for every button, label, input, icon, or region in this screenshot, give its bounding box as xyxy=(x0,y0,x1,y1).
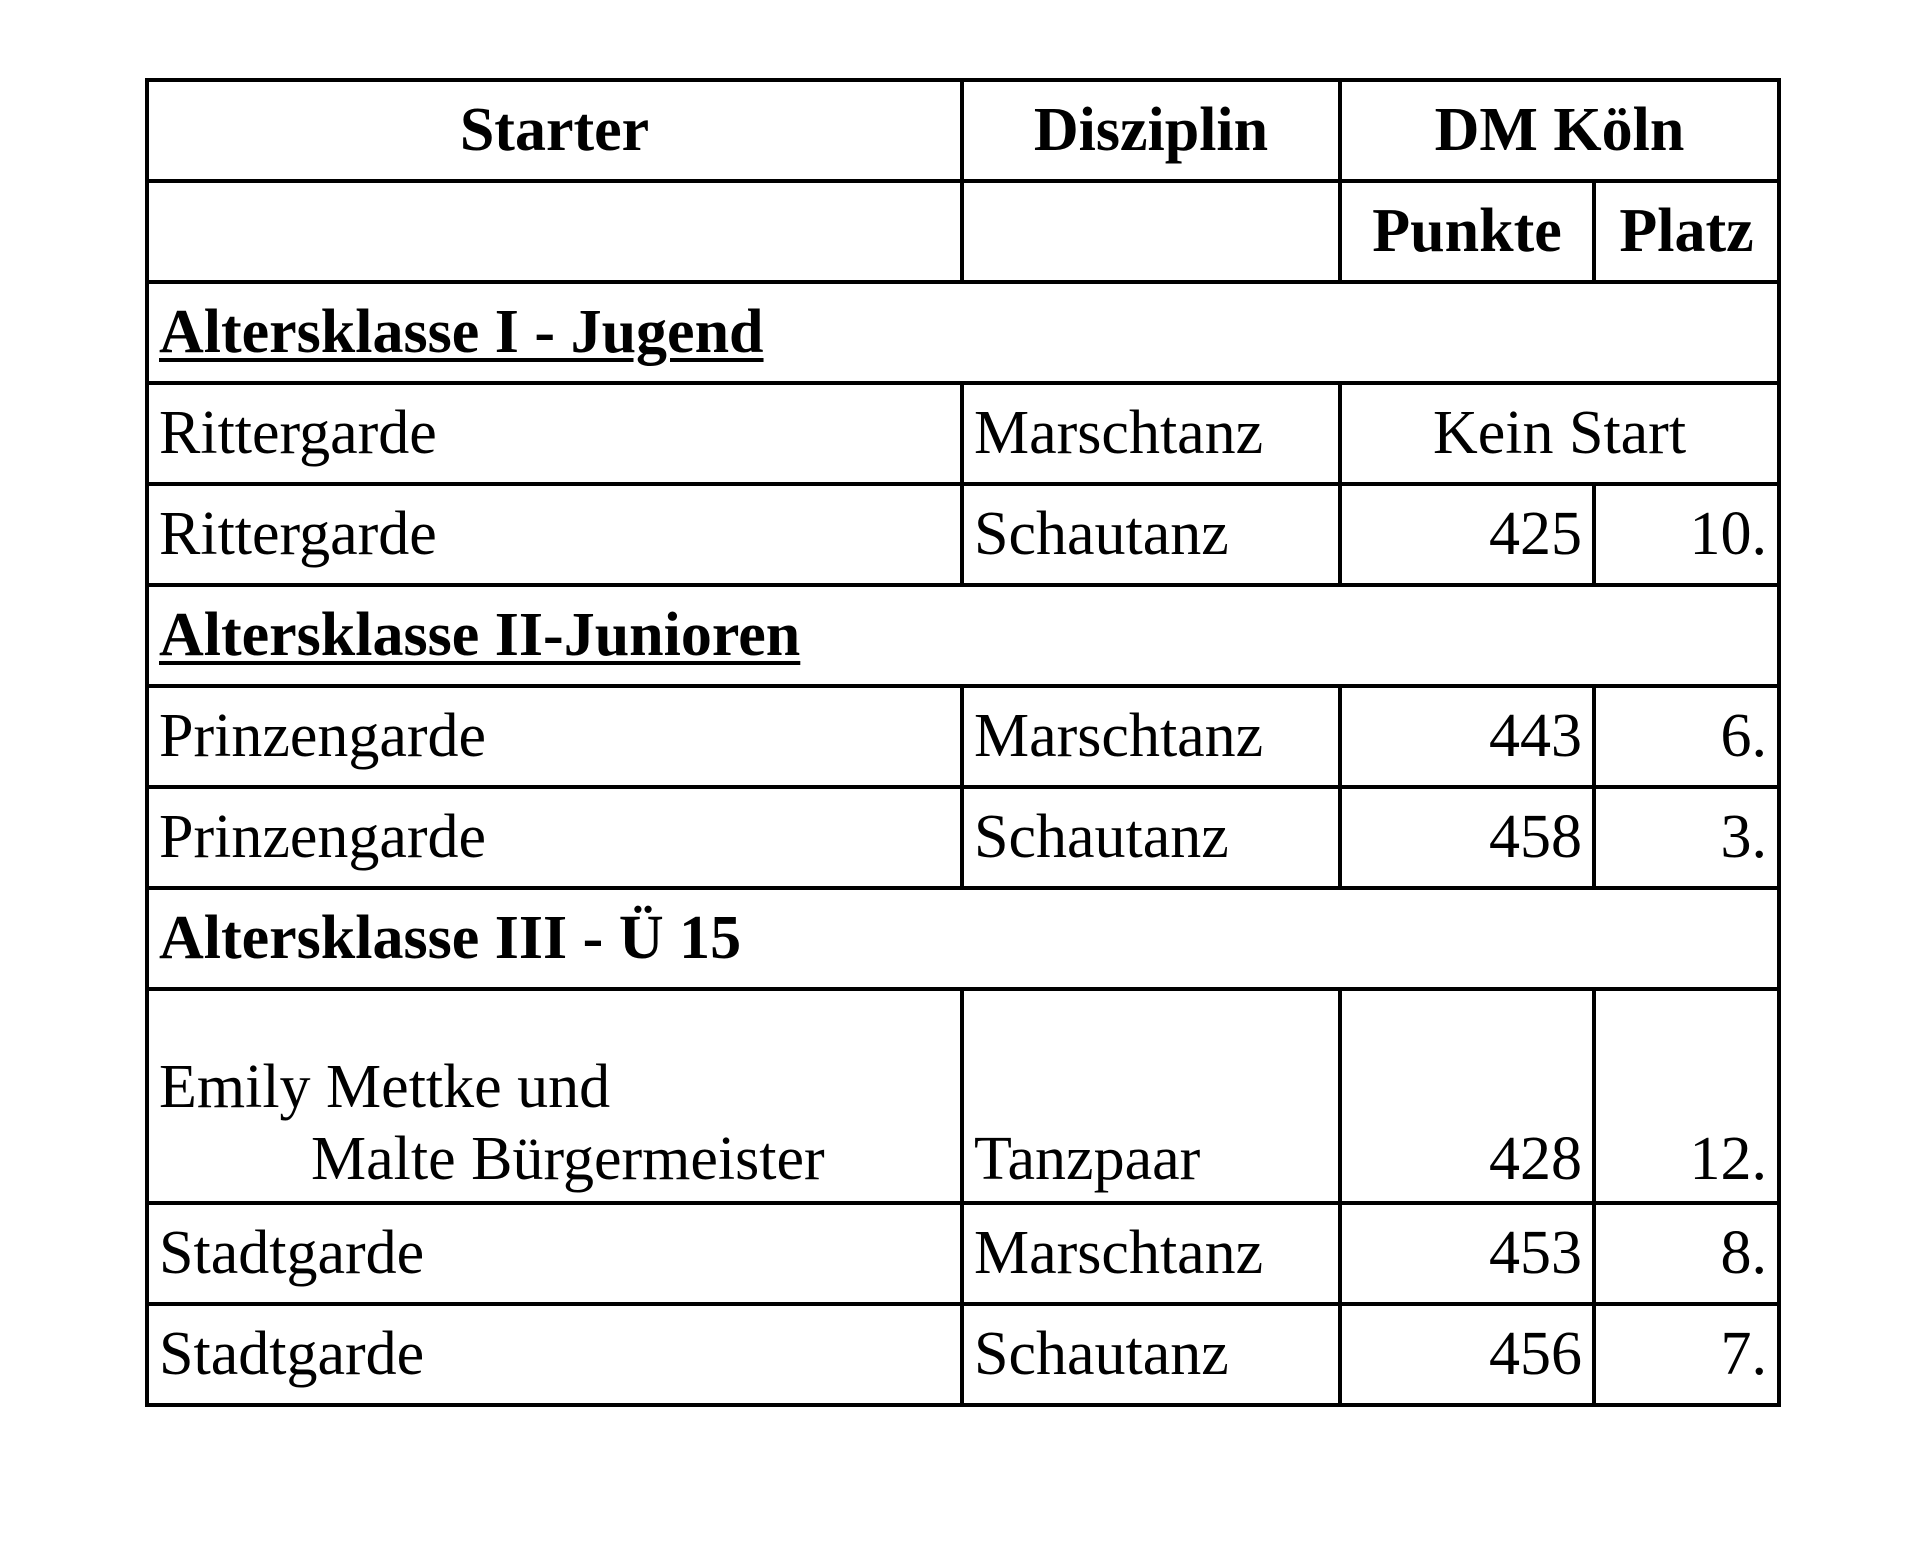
cell-punkte: 428 xyxy=(1340,989,1594,1203)
cell-disziplin: Schautanz xyxy=(962,787,1340,888)
cell-disziplin: Marschtanz xyxy=(962,383,1340,484)
section-title-text: Altersklasse III - Ü 15 xyxy=(159,903,742,972)
header-platz: Platz xyxy=(1594,181,1779,282)
cell-punkte: 458 xyxy=(1340,787,1594,888)
cell-platz: 3. xyxy=(1594,787,1779,888)
table-row xyxy=(147,686,1779,787)
header-disziplin: Disziplin xyxy=(962,80,1340,181)
cell-note: Kein Start xyxy=(1340,383,1779,484)
subheader-empty-disziplin xyxy=(962,181,1340,282)
section-row xyxy=(147,585,1779,686)
results-table xyxy=(145,78,1781,1407)
starter-line-1: Emily Mettke und xyxy=(159,1053,611,1122)
section-title xyxy=(147,585,1779,686)
table-row xyxy=(147,989,1779,1203)
section-title-text: Altersklasse I - Jugend xyxy=(159,297,764,366)
header-starter: Starter xyxy=(147,80,962,181)
subheader-empty-starter xyxy=(147,181,962,282)
cell-platz: 12. xyxy=(1594,989,1779,1203)
section-title-text: Altersklasse II-Junioren xyxy=(159,600,801,669)
cell-starter: Rittergarde xyxy=(147,383,962,484)
starter-line-2: Malte Bürgermeister xyxy=(311,1124,825,1193)
table-row xyxy=(147,484,1779,585)
cell-starter: Stadtgarde xyxy=(147,1203,962,1304)
subheader-row xyxy=(147,181,1779,282)
section-title xyxy=(147,888,1779,989)
cell-punkte: 456 xyxy=(1340,1304,1594,1405)
table-row xyxy=(147,1203,1779,1304)
cell-disziplin: Schautanz xyxy=(962,484,1340,585)
table-row xyxy=(147,383,1779,484)
cell-disziplin: Marschtanz xyxy=(962,1203,1340,1304)
cell-starter: Rittergarde xyxy=(147,484,962,585)
cell-disziplin: Tanzpaar xyxy=(962,989,1340,1203)
cell-starter: Prinzengarde xyxy=(147,787,962,888)
table-row xyxy=(147,787,1779,888)
table-row xyxy=(147,1304,1779,1405)
header-punkte: Punkte xyxy=(1340,181,1594,282)
cell-punkte: 443 xyxy=(1340,686,1594,787)
cell-starter: Stadtgarde xyxy=(147,1304,962,1405)
cell-platz: 7. xyxy=(1594,1304,1779,1405)
cell-platz: 6. xyxy=(1594,686,1779,787)
cell-disziplin: Schautanz xyxy=(962,1304,1340,1405)
cell-starter: Prinzengarde xyxy=(147,686,962,787)
section-row xyxy=(147,282,1779,383)
cell-punkte: 425 xyxy=(1340,484,1594,585)
cell-disziplin: Marschtanz xyxy=(962,686,1340,787)
cell-platz: 10. xyxy=(1594,484,1779,585)
cell-punkte: 453 xyxy=(1340,1203,1594,1304)
header-row xyxy=(147,80,1779,181)
cell-platz: 8. xyxy=(1594,1203,1779,1304)
cell-starter xyxy=(147,989,962,1203)
section-title xyxy=(147,282,1779,383)
header-event: DM Köln xyxy=(1340,80,1779,181)
section-row xyxy=(147,888,1779,989)
